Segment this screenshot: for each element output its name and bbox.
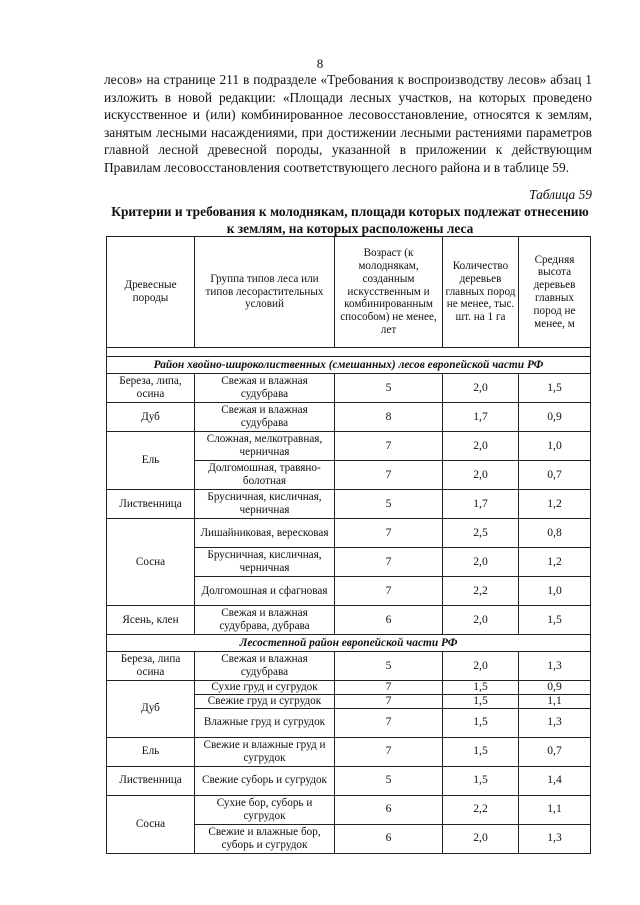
cell-height: 0,7 — [519, 461, 591, 490]
cell-species: Лиственница — [107, 490, 195, 519]
cell-age: 5 — [335, 374, 443, 403]
table-row — [107, 681, 591, 695]
table-row — [107, 766, 591, 795]
cell-count: 1,7 — [443, 403, 519, 432]
cell-height: 1,3 — [519, 652, 591, 681]
table-row — [107, 490, 591, 519]
cell-height: 0,7 — [519, 737, 591, 766]
cell-count: 1,5 — [443, 737, 519, 766]
table-row — [107, 737, 591, 766]
cell-age: 5 — [335, 766, 443, 795]
body-text — [104, 71, 592, 177]
cell-count: 1,5 — [443, 766, 519, 795]
cell-age: 7 — [335, 461, 443, 490]
cell-forest-type: Брусничная, кисличная, черничная — [195, 490, 335, 519]
cell-count: 2,0 — [443, 461, 519, 490]
cell-count: 2,0 — [443, 652, 519, 681]
table-row — [107, 374, 591, 403]
cell-age: 7 — [335, 737, 443, 766]
section-title: Лесостепной район европейской части РФ — [107, 635, 591, 652]
header-forest-type: Группа типов леса или типов лесорастительных условий — [195, 237, 335, 348]
cell-count: 2,5 — [443, 519, 519, 548]
cell-age: 7 — [335, 681, 443, 695]
cell-species: Сосна — [107, 519, 195, 606]
table-row — [107, 795, 591, 824]
cell-age: 6 — [335, 824, 443, 853]
cell-forest-type: Свежие и влажные груд и сугрудок — [195, 737, 335, 766]
cell-count: 2,0 — [443, 374, 519, 403]
cell-count: 2,2 — [443, 795, 519, 824]
cell-species: Дуб — [107, 403, 195, 432]
cell-species: Береза, липа осина — [107, 652, 195, 681]
table-row — [107, 403, 591, 432]
cell-age: 6 — [335, 795, 443, 824]
cell-age: 8 — [335, 403, 443, 432]
cell-age: 7 — [335, 577, 443, 606]
cell-count: 2,0 — [443, 432, 519, 461]
header-count: Количество деревьев главных пород не менее, тыс. шт. на 1 га — [443, 237, 519, 348]
cell-forest-type: Долгомошная и сфагновая — [195, 577, 335, 606]
cell-height: 1,1 — [519, 795, 591, 824]
cell-forest-type: Лишайниковая, вересковая — [195, 519, 335, 548]
intro-paragraph: лесов» на странице 211 в подразделе «Требования к воспроизводству лесов» абзац 1 изложить в новой редакции: «Площади лесных участков, на которых проведено искусственное и (или) комбинированное лесовосстановление, относятся к землям, занятым лесными насаждениями, при достижении лесными растениями параметров главной лесной древесной породы, указанной в приложении к действующим Правилам лесовосстановления соответствующего лесного района и в таблице 59. — [104, 72, 592, 175]
cell-height: 1,2 — [519, 548, 591, 577]
cell-height: 1,0 — [519, 432, 591, 461]
cell-forest-type: Свежие груд и сугрудок — [195, 694, 335, 708]
cell-count: 2,2 — [443, 577, 519, 606]
cell-count: 1,5 — [443, 694, 519, 708]
cell-count: 2,0 — [443, 548, 519, 577]
cell-height: 0,9 — [519, 403, 591, 432]
cell-count: 1,5 — [443, 681, 519, 695]
cell-species: Дуб — [107, 681, 195, 738]
cell-forest-type: Свежая и влажная судубрава — [195, 403, 335, 432]
cell-forest-type: Свежая и влажная судубрава, дубрава — [195, 606, 335, 635]
cell-age: 5 — [335, 490, 443, 519]
cell-age: 7 — [335, 548, 443, 577]
cell-forest-type: Свежие и влажные бор, суборь и сугрудок — [195, 824, 335, 853]
cell-height: 0,8 — [519, 519, 591, 548]
cell-forest-type: Сложная, мелкотравная, черничная — [195, 432, 335, 461]
header-species: Древесные породы — [107, 237, 195, 348]
cell-age: 7 — [335, 432, 443, 461]
table-row — [107, 606, 591, 635]
cell-species: Лиственница — [107, 766, 195, 795]
cell-height: 1,3 — [519, 708, 591, 737]
cell-forest-type: Брусничная, кисличная, черничная — [195, 548, 335, 577]
cell-species: Ель — [107, 737, 195, 766]
cell-age: 7 — [335, 708, 443, 737]
cell-forest-type: Сухие груд и сугрудок — [195, 681, 335, 695]
cell-count: 2,0 — [443, 824, 519, 853]
table-title: Критерии и требования к молоднякам, площади которых подлежат отнесению к землям, на которых расположены леса — [111, 204, 589, 236]
cell-forest-type: Долгомошная, травяно-болотная — [195, 461, 335, 490]
cell-height: 1,4 — [519, 766, 591, 795]
cell-forest-type: Сухие бор, суборь и сугрудок — [195, 795, 335, 824]
cell-species: Ель — [107, 432, 195, 490]
cell-height: 1,3 — [519, 824, 591, 853]
page-number: 8 — [316, 56, 324, 71]
cell-age: 7 — [335, 694, 443, 708]
cell-forest-type: Свежая и влажная судубрава — [195, 374, 335, 403]
cell-species: Береза, липа, осина — [107, 374, 195, 403]
cell-species: Сосна — [107, 795, 195, 853]
header-height: Средняя высота деревьев главных пород не менее, м — [519, 237, 591, 348]
table-row — [107, 652, 591, 681]
header-age: Возраст (к молоднякам, созданным искусственным и комбинированным способом) не менее, лет — [335, 237, 443, 348]
cell-height: 1,5 — [519, 374, 591, 403]
cell-forest-type: Свежие суборь и сугрудок — [195, 766, 335, 795]
cell-forest-type: Влажные груд и сугрудок — [195, 708, 335, 737]
table-spacer — [107, 348, 591, 357]
criteria-table — [106, 236, 591, 854]
cell-count: 1,7 — [443, 490, 519, 519]
cell-count: 1,5 — [443, 708, 519, 737]
cell-forest-type: Свежая и влажная судубрава — [195, 652, 335, 681]
cell-age: 6 — [335, 606, 443, 635]
table-row — [107, 432, 591, 461]
cell-height: 1,2 — [519, 490, 591, 519]
cell-height: 1,0 — [519, 577, 591, 606]
cell-height: 1,5 — [519, 606, 591, 635]
cell-height: 1,1 — [519, 694, 591, 708]
cell-age: 5 — [335, 652, 443, 681]
table-row — [107, 519, 591, 548]
cell-height: 0,9 — [519, 681, 591, 695]
table-label: Таблица 59 — [529, 187, 592, 202]
cell-count: 2,0 — [443, 606, 519, 635]
section-title: Район хвойно-широколиственных (смешанных) лесов европейской части РФ — [107, 357, 591, 374]
cell-species: Ясень, клен — [107, 606, 195, 635]
cell-age: 7 — [335, 519, 443, 548]
